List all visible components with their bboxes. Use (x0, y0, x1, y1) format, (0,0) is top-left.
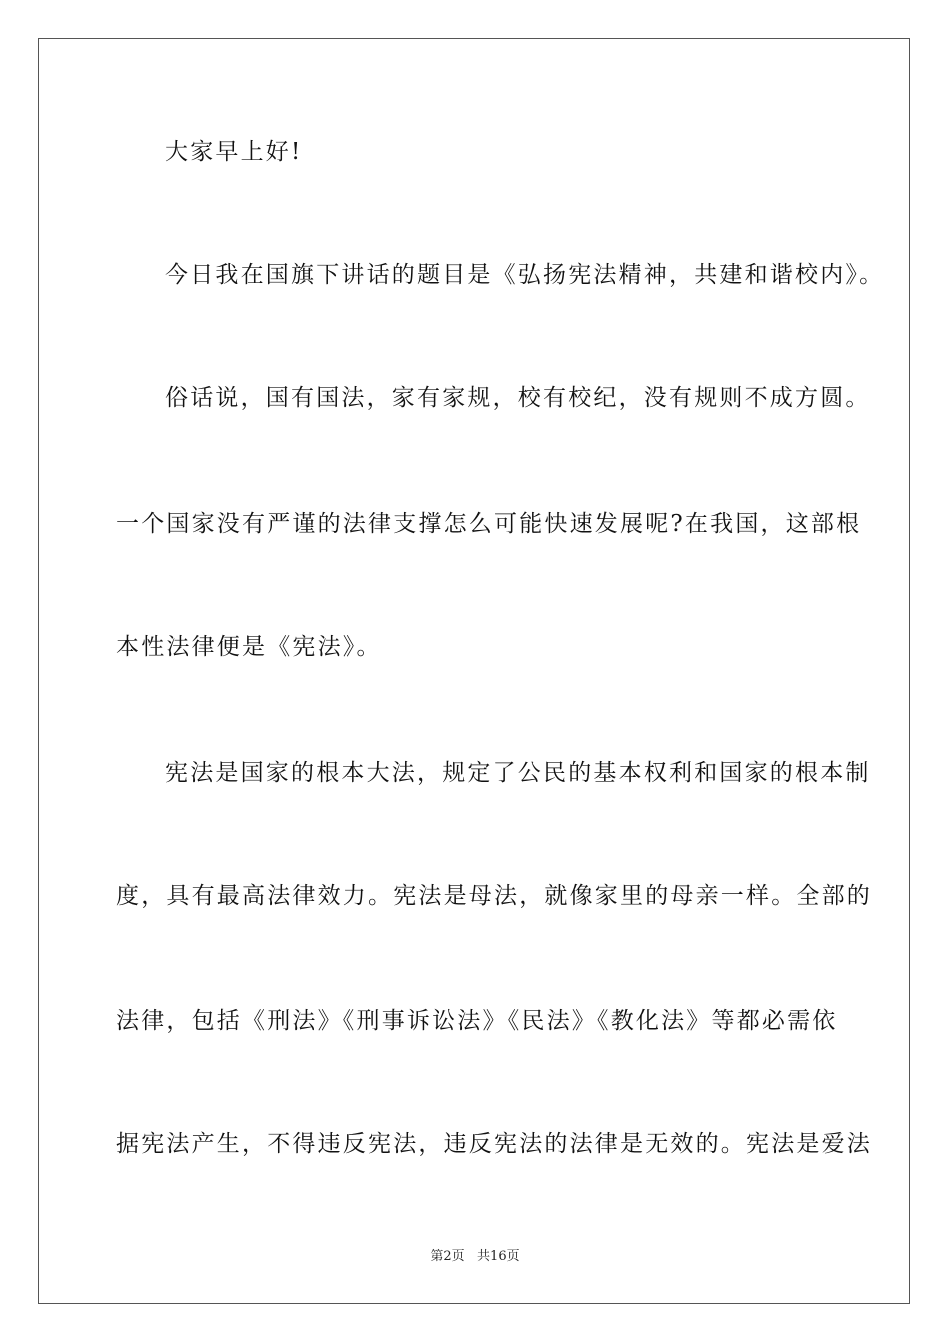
paragraph-line: 一个国家没有严谨的法律支撑怎么可能快速发展呢?在我国，这部根 (116, 511, 862, 537)
page-number-footer: 第2页 共16页 (430, 1249, 520, 1264)
paragraph-line: 俗话说，国有国法，家有家规，校有校纪，没有规则不成方圆。 (165, 385, 871, 411)
paragraph-line: 法律，包括《刑法》《刑事诉讼法》《民法》《教化法》等都必需依 (116, 1008, 838, 1034)
page-border (38, 38, 910, 1304)
paragraph-line: 据宪法产生，不得违反宪法，违反宪法的法律是无效的。宪法是爱法 (116, 1131, 872, 1157)
paragraph-line: 宪法是国家的根本大法，规定了公民的基本权利和国家的根本制 (165, 760, 871, 786)
paragraph-line: 本性法律便是《宪法》。 (116, 634, 382, 660)
greeting-line: 大家早上好! (165, 139, 303, 165)
speech-title-line: 今日我在国旗下讲话的题目是《弘扬宪法精神，共建和谐校内》。 (165, 262, 885, 288)
paragraph-line: 度，具有最高法律效力。宪法是母法，就像家里的母亲一样。全部的 (116, 883, 872, 909)
